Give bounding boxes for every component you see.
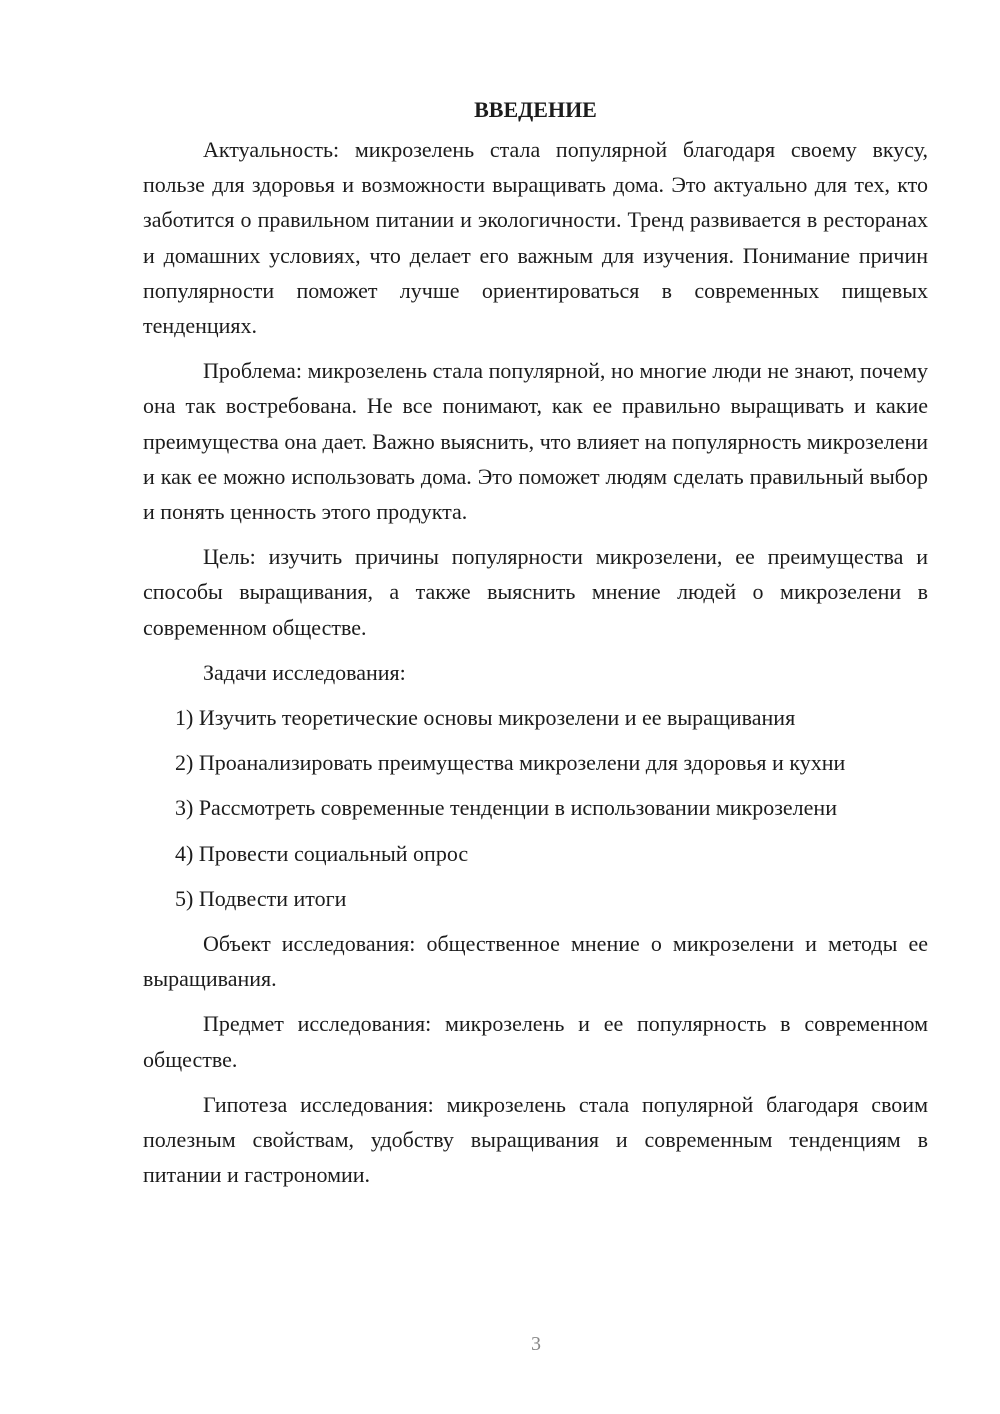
task-item-1: 1) Изучить теоретические основы микрозелени и ее выращивания [175,705,796,731]
task-item-2: 2) Проанализировать преимущества микрозелени для здоровья и кухни [175,750,846,776]
hypothesis-paragraph: Гипотеза исследования: микрозелень стала популярной благодаря своим полезным свойствам, удобству выращивания и современным тенденциям в питании и гастрономии. [143,1091,928,1188]
document-page [143,92,928,1192]
goal-paragraph: Цель: изучить причины популярности микрозелени, ее преимущества и способы выращивания, а также выяснить мнение людей о микрозелени в современном обществе. [143,544,928,640]
tasks-heading: Задачи исследования: [203,659,406,685]
problem-paragraph: Проблема: микрозелень стала популярной, но многие люди не знают, почему она так востребована. Не все понимают, как ее правильно выращивать и какие преимущества она дает. Важно выяснить, что влияет на популярность микрозелени и как ее можно использовать дома. Это поможет людям сделать правильный выбор и понять ценность этого продукта. [143,358,928,525]
object-paragraph: Объект исследования: общественное мнение о микрозелени и методы ее выращивания. [143,931,928,992]
relevance-paragraph: Актуальность: микрозелень стала популярной благодаря своему вкусу, пользе для здоровья и возможности выращивать дома. Это актуально для тех, кто заботится о правильном питании и экологичности. Тренд развивается в ресторанах и домашних условиях, что делает его важным для изучения. Понимание причин популярности поможет лучше ориентироваться в современных пищевых тенденциях. [143,137,928,339]
subject-paragraph: Предмет исследования: микрозелень и ее популярность в современном обществе. [143,1011,928,1072]
page-number: 3 [531,1333,541,1355]
task-item-5: 5) Подвести итоги [175,885,347,911]
section-title: ВВЕДЕНИЕ [474,97,597,122]
task-item-4: 4) Провести социальный опрос [175,840,469,866]
task-item-3: 3) Рассмотреть современные тенденции в использовании микрозелени [175,795,837,821]
